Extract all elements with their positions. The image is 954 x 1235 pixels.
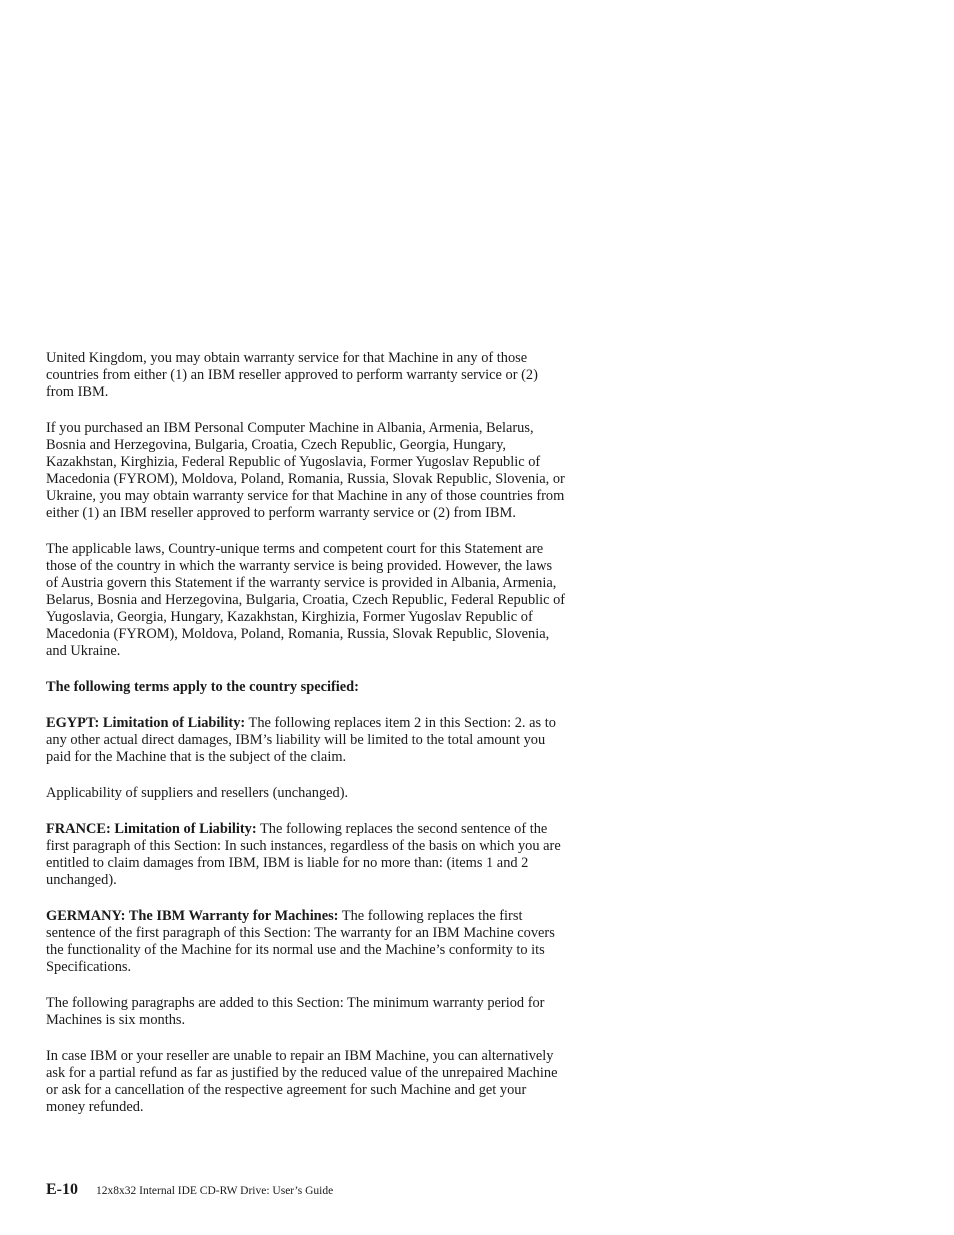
paragraph-8-lead: GERMANY: The IBM Warranty for Machines: (46, 908, 339, 924)
paragraph-8-germany (46, 908, 566, 976)
paragraph-5-text: The following replaces item 2 in this Section: 2. as to any other actual direct damages, IBM’s liability will be limited to the total amount you paid for the Machine that is the subject of the claim. (46, 715, 556, 765)
paragraph-5-egypt (46, 715, 566, 766)
paragraph-4-heading (46, 679, 566, 696)
paragraph-10-text: In case IBM or your reseller are unable to repair an IBM Machine, you can alternatively ask for a partial refund as far as justified by the reduced value of the unrepaired Machine or ask for a cancellation of the respective agreement for such Machine and get your money refunded. (46, 1048, 558, 1115)
paragraph-3 (46, 541, 566, 660)
paragraph-2 (46, 420, 566, 522)
paragraph-7-lead: FRANCE: Limitation of Liability: (46, 821, 257, 837)
footer-title: 12x8x32 Internal IDE CD-RW Drive: User’s Guide (96, 1185, 334, 1197)
page-footer (46, 1181, 333, 1199)
paragraph-6-text: Applicability of suppliers and resellers (unchanged). (46, 785, 349, 801)
paragraph-1-text: United Kingdom, you may obtain warranty service for that Machine in any of those countries from either (1) an IBM reseller approved to perform warranty service or (2) from IBM. (46, 350, 538, 400)
paragraph-4-lead: The following terms apply to the country specified: (46, 679, 359, 695)
paragraph-3-text: The applicable laws, Country-unique terms and competent court for this Statement are those of the country in which the warranty service is being provided. However, the laws of Austria govern this Statement if the warranty service is provided in Albania, Armenia, Belarus, Bosnia and Herzegovina, Bulgaria, Croatia, Czech Republic, Federal Republic of Yugoslavia, Georgia, Hungary, Kazakhstan, Kirghizia, Former Yugoslav Republic of Macedonia (FYROM), Moldova, Poland, Romania, Russia, Slovak Republic, Slovenia, and Ukraine. (46, 541, 566, 659)
paragraph-9-text: The following paragraphs are added to this Section: The minimum warranty period for Machines is six months. (46, 995, 545, 1028)
paragraph-6 (46, 785, 566, 802)
paragraph-7-text: The following replaces the second sentence of the first paragraph of this Section: In such instances, regardless of the basis on which you are entitled to claim damages from IBM, IBM is liable for no more than: (items 1 and 2 unchanged). (46, 821, 561, 888)
paragraph-2-text: If you purchased an IBM Personal Computer Machine in Albania, Armenia, Belarus, Bosnia and Herzegovina, Bulgaria, Croatia, Czech Republic, Georgia, Hungary, Kazakhstan, Kirghizia, Federal Republic of Yugoslavia, Former Yugoslav Republic of Macedonia (FYROM), Moldova, Poland, Romania, Russia, Slovak Republic, Slovenia, or Ukraine, you may obtain warranty service for that Machine in any of those countries from either (1) an IBM reseller approved to perform warranty service or (2) from IBM. (46, 420, 565, 521)
paragraph-1 (46, 350, 566, 401)
page-number: E-10 (46, 1181, 78, 1198)
paragraph-9 (46, 995, 566, 1029)
paragraph-8-text: The following replaces the first sentence of the first paragraph of this Section: The warranty for an IBM Machine covers the functionality of the Machine for its normal use and the Machine’s conformity to its Specifications. (46, 908, 555, 975)
paragraph-10 (46, 1048, 566, 1116)
document-body (46, 350, 566, 1135)
paragraph-5-lead: EGYPT: Limitation of Liability: (46, 715, 246, 731)
paragraph-7-france (46, 821, 566, 889)
